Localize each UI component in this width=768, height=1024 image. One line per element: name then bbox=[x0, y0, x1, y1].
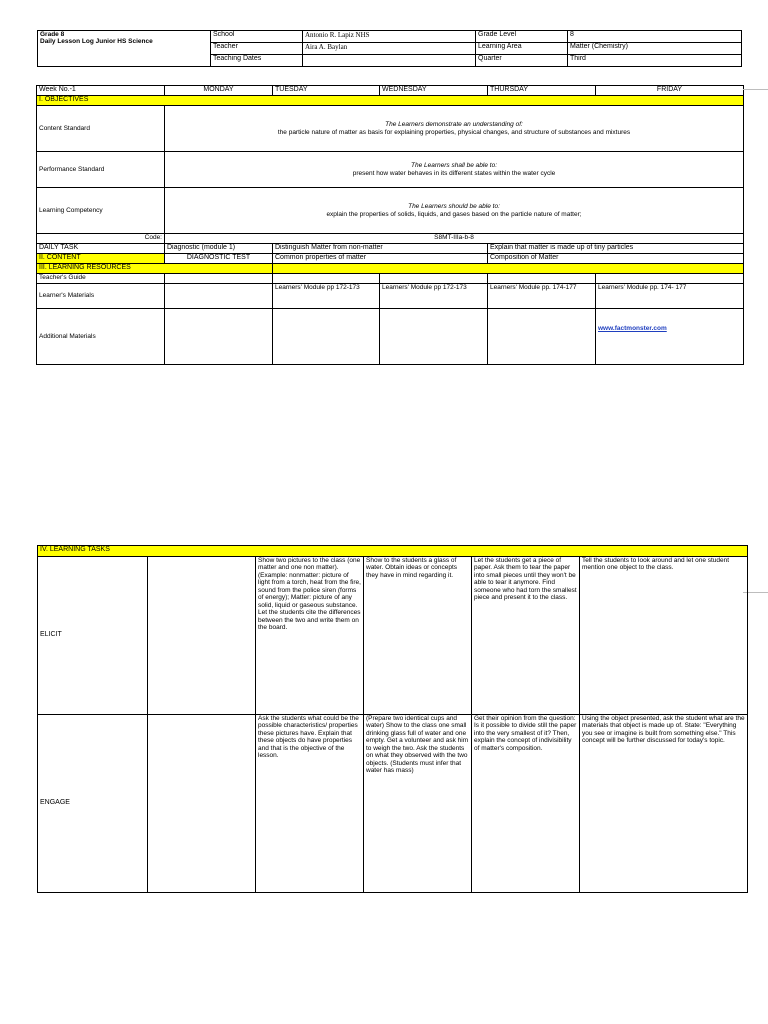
learning-tasks-table bbox=[37, 545, 748, 893]
content-heading: II. CONTENT bbox=[37, 254, 165, 264]
elicit-label: ELICIT bbox=[38, 557, 148, 715]
lm-friday: Learners' Module pp. 174- 177 bbox=[596, 284, 744, 309]
daily-task-tuesday: Distinguish Matter from non-matter bbox=[273, 244, 488, 254]
code-value: S8MT-IIIa-b-8 bbox=[165, 234, 744, 244]
additional-materials-label: Additional Materials bbox=[37, 309, 165, 365]
engage-friday: Using the object presented, ask the student what are the materials that object is made up of. State: "Everything you see or imagine is built from something else." This concept will be further discussed for today's topic. bbox=[580, 715, 748, 893]
daily-task-label: DAILY TASK bbox=[37, 244, 165, 254]
resources-heading-fill bbox=[273, 264, 744, 274]
performance-standard-text: present how water behaves in its different states within the water cycle bbox=[352, 169, 556, 177]
content-standard-intro: The Learners demonstrate an understanding of: bbox=[385, 121, 523, 129]
quarter-label: Quarter bbox=[476, 55, 568, 67]
engage-label: ENGAGE bbox=[38, 715, 148, 893]
elicit-wednesday: Show to the students a glass of water. Obtain ideas or concepts they have in mind regarding it. bbox=[364, 557, 472, 715]
content-standard-label: Content Standard bbox=[37, 106, 165, 152]
content-standard-cell bbox=[165, 106, 744, 152]
day-thursday: THURSDAY bbox=[488, 86, 596, 96]
content-tuesday: Common properties of matter bbox=[273, 254, 488, 264]
grade-level-value: 8 bbox=[568, 31, 742, 43]
additional-friday-cell bbox=[596, 309, 744, 365]
doc-title: Daily Lesson Log Junior HS Science bbox=[40, 38, 153, 46]
code-label: Code: bbox=[37, 234, 165, 244]
performance-standard-cell bbox=[165, 152, 744, 188]
dates-label: Teaching Dates bbox=[211, 55, 303, 67]
lm-tuesday: Learners' Module pp 172-173 bbox=[273, 284, 380, 309]
school-label: School bbox=[211, 31, 303, 43]
competency-intro: The Learners should be able to: bbox=[408, 203, 500, 211]
grade-text: Grade 8 bbox=[40, 31, 65, 38]
competency-text: explain the properties of solids, liquids, and gases based on the particle nature of matter; bbox=[326, 210, 582, 218]
day-friday: FRIDAY bbox=[596, 86, 744, 96]
competency-label: Learning Competency bbox=[37, 188, 165, 234]
teacher-value: Aira A. Baylan bbox=[303, 43, 476, 55]
learning-tasks-heading: IV. LEARNING TASKS bbox=[38, 546, 748, 557]
daily-task-thursday: Explain that matter is made up of tiny particles bbox=[488, 244, 744, 254]
header-table bbox=[37, 30, 742, 67]
day-monday: MONDAY bbox=[165, 86, 273, 96]
engage-tuesday: Ask the students what could be the possible characteristics/ properties these pictures have. Explain that these objects do have properties and that is the objective of the lesson. bbox=[256, 715, 364, 893]
content-standard-text: the particle nature of matter as basis for explaining properties, physical changes, and structure of substances and mixtures bbox=[277, 128, 631, 136]
lm-wednesday: Learners' Module pp 172-173 bbox=[380, 284, 488, 309]
day-tuesday: TUESDAY bbox=[273, 86, 380, 96]
margin-mark-top bbox=[743, 89, 768, 90]
engage-wednesday: (Prepare two identical cups and water) Show to the class one small drinking glass full of water and one empty. Get a volunteer and ask him to weigh the two. Ask the students on what they observed with the two objects. (Students must infer that water has mass) bbox=[364, 715, 472, 893]
school-value: Antonio R. Lapiz NHS bbox=[303, 31, 476, 43]
elicit-thursday: Let the students get a piece of paper. Ask them to tear the paper into small pieces until they won't be able to tear it anymore. Find someone who had torn the smallest piece and present it to the class. bbox=[472, 557, 580, 715]
daily-log-table bbox=[36, 85, 744, 365]
learning-area-label: Learning Area bbox=[476, 43, 568, 55]
competency-cell bbox=[165, 188, 744, 234]
engage-thursday: Get their opinion from the question: Is it possible to divide still the paper into the very smallest of it? Then, explain the concept of indivisibility of matter's composition. bbox=[472, 715, 580, 893]
elicit-friday: Tell the students to look around and let one student mention one object to the class. bbox=[580, 557, 748, 715]
lm-thursday: Learners' Module pp. 174-177 bbox=[488, 284, 596, 309]
learning-area-value: Matter (Chemistry) bbox=[568, 43, 742, 55]
week-number: Week No.-1 bbox=[37, 86, 165, 96]
header-title-cell bbox=[38, 31, 211, 67]
grade-level-label: Grade Level bbox=[476, 31, 568, 43]
quarter-value: Third bbox=[568, 55, 742, 67]
performance-standard-label: Performance Standard bbox=[37, 152, 165, 188]
objectives-heading: I. OBJECTIVES bbox=[37, 96, 744, 106]
resources-heading: III. LEARNING RESOURCES bbox=[37, 264, 273, 274]
teacher-label: Teacher bbox=[211, 43, 303, 55]
learners-materials-label: Learner's Materials bbox=[37, 284, 165, 309]
content-thursday: Composition of Matter bbox=[488, 254, 744, 264]
performance-standard-intro: The Learners shall be able to: bbox=[411, 162, 497, 170]
dates-value bbox=[303, 55, 476, 67]
content-monday: DIAGNOSTIC TEST bbox=[165, 254, 273, 264]
elicit-tuesday: Show two pictures to the class (one matter and one non matter). (Example: nonmatter: picture of light from a torch, heat from the fire, sound from the police siren (forms of energy); Matter: picture of any solid, liquid or gaseous substance. Let the students cite the differences between the two and write them on the board. bbox=[256, 557, 364, 715]
day-wednesday: WEDNESDAY bbox=[380, 86, 488, 96]
teachers-guide-label: Teacher's Guide bbox=[37, 274, 165, 284]
daily-task-monday: Diagnostic (module 1) bbox=[165, 244, 273, 254]
factmonster-link[interactable]: www.factmonster.com bbox=[598, 325, 667, 332]
